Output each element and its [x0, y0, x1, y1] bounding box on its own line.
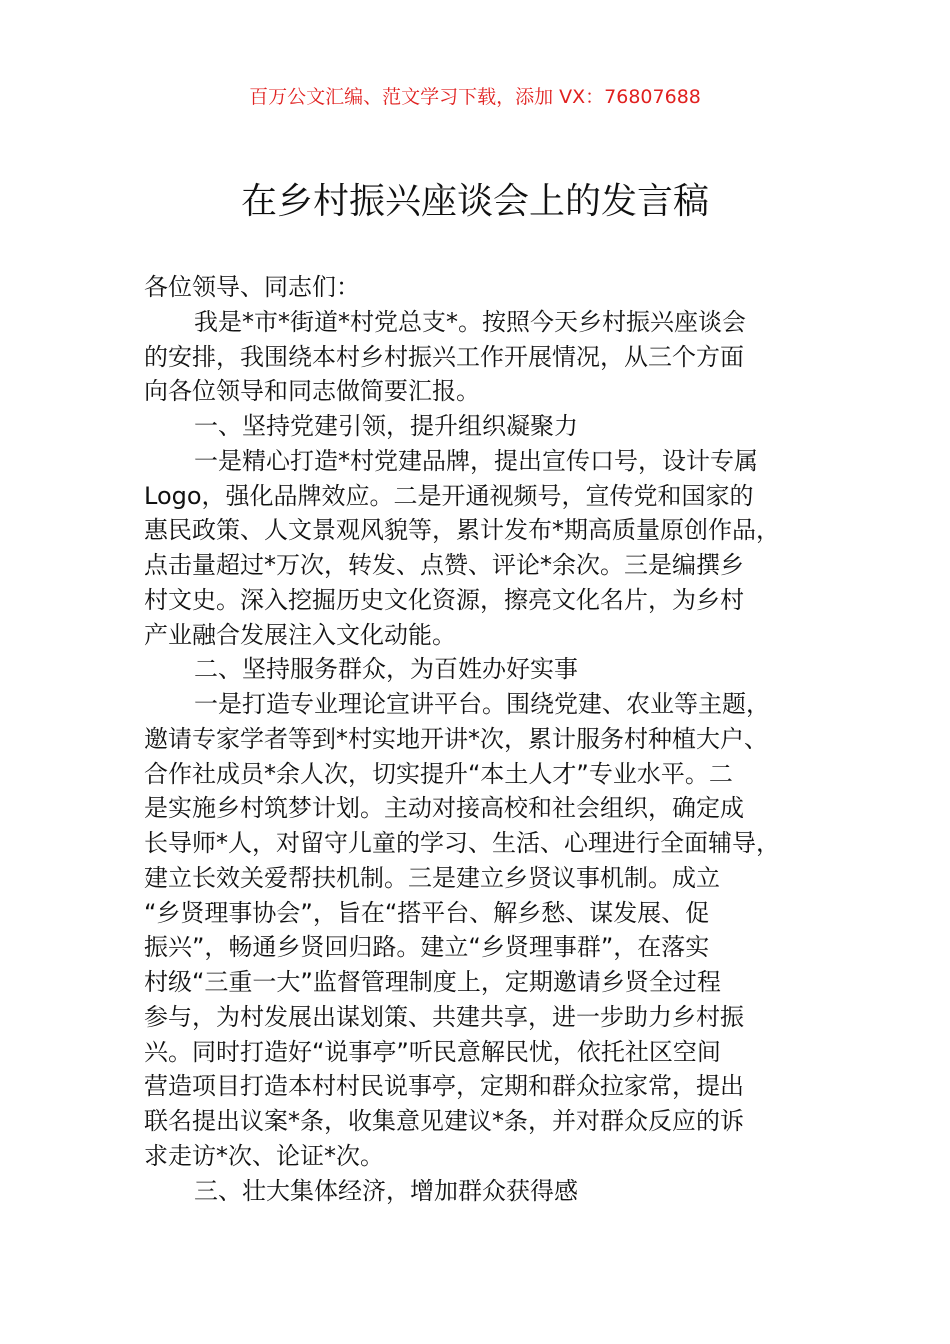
text-line: “乡贤理事协会”，旨在“搭平台、解乡愁、谋发展、促: [144, 898, 710, 927]
text-line: 村文史。深入挖掘历史文化资源，擦亮文化名片，为乡村: [144, 585, 744, 614]
text-line: 惠民政策、人文景观风貌等，累计发布*期高质量原创作品，: [144, 516, 780, 545]
text-line: 参与，为村发展出谋划策、共建共享，进一步助力乡村振: [144, 1002, 744, 1031]
text-line: 合作社成员*余人次，切实提升“本土人才”专业水平。二: [144, 759, 733, 788]
text-line: 振兴”，畅通乡贤回归路。建立“乡贤理事群”，在落实: [144, 933, 710, 962]
text-line: 兴。同时打造好“说事亭”听民意解民忧，依托社区空间: [144, 1037, 721, 1066]
text-line: 二、坚持服务群众，为百姓办好实事: [194, 655, 578, 684]
text-line: 三、壮大集体经济，增加群众获得感: [194, 1176, 578, 1205]
text-line: 产业融合发展注入文化动能。: [144, 620, 456, 649]
text-line: Logo，强化品牌效应。二是开通视频号，宣传党和国家的: [144, 481, 754, 510]
text-line: 求走访*次、论证*次。: [144, 1141, 384, 1170]
text-line: 长导师*人，对留守儿童的学习、生活、心理进行全面辅导，: [144, 829, 780, 857]
text-line: 向各位领导和同志做简要汇报。: [144, 377, 480, 406]
text-line: 点击量超过*万次，转发、点赞、评论*余次。三是编撰乡: [144, 551, 744, 579]
text-line: 一是打造专业理论宣讲平台。围绕党建、农业等主题，: [194, 690, 770, 718]
text-line: 一、坚持党建引领，提升组织凝聚力: [194, 412, 578, 440]
text-line: 一是精心打造*村党建品牌，提出宣传口号，设计专属: [194, 446, 758, 475]
watermark-banner: 百万公文汇编、范文学习下载，添加 VX：76807688: [249, 86, 701, 108]
text-line: 我是*市*街道*村党总支*。按照今天乡村振兴座谈会: [194, 307, 746, 336]
text-line: 建立长效关爱帮扶机制。三是建立乡贤议事机制。成立: [144, 863, 720, 892]
document-body: [144, 270, 844, 1208]
text-line: 是实施乡村筑梦计划。主动对接高校和社会组织，确定成: [144, 794, 744, 823]
document-title: 在乡村振兴座谈会上的发言稿: [240, 181, 709, 222]
text-line: 的安排，我围绕本村乡村振兴工作开展情况，从三个方面: [144, 342, 744, 371]
text-line: 邀请专家学者等到*村实地开讲*次，累计服务村种植大户、: [144, 724, 768, 753]
text-line: 各位领导、同志们：: [144, 273, 360, 301]
text-line: 村级“三重一大”监督管理制度上，定期邀请乡贤全过程: [144, 968, 721, 996]
text-line: 营造项目打造本村村民说事亭，定期和群众拉家常，提出: [144, 1072, 744, 1101]
text-line: 联名提出议案*条，收集意见建议*条，并对群众反应的诉: [144, 1107, 744, 1135]
